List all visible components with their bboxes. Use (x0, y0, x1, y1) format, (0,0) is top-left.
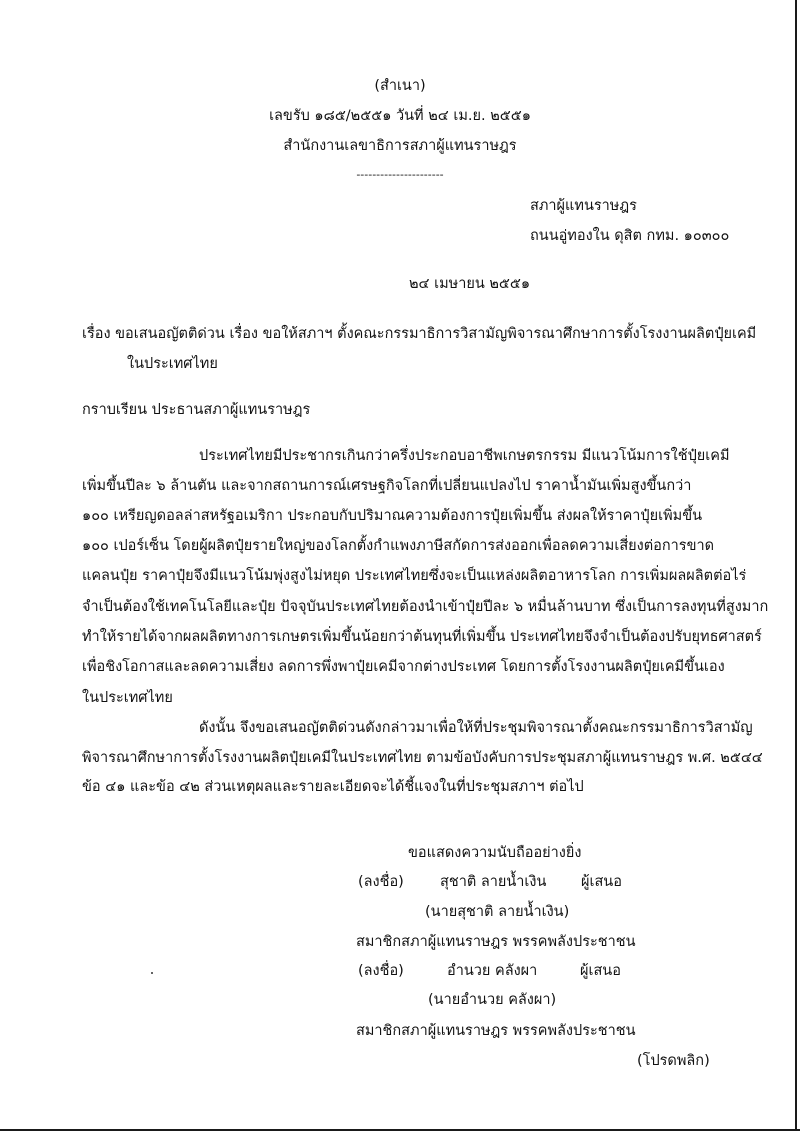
header-divider: ---------------------- (356, 168, 444, 181)
closing: ขอแสดงความนับถืออย่างยิ่ง (408, 845, 582, 861)
sign-label: (ลงชื่อ) (358, 874, 404, 890)
signer-name: อำนวย คลังผา (447, 963, 538, 979)
stray-mark (151, 972, 153, 974)
copy-mark: (สำเนา) (374, 78, 426, 94)
address-line-1: สภาผู้แทนราษฎร (530, 198, 637, 214)
subject-line-2: ในประเทศไทย (127, 356, 218, 372)
receipt-line: เลขรับ ๑๘๕/๒๕๕๑ วันที่ ๒๔ เม.ย. ๒๕๕๑ (269, 108, 531, 124)
signer-position: สมาชิกสภาผู้แทนราษฎร พรรคพลังประชาชน (356, 934, 636, 950)
salutation: กราบเรียน ประธานสภาผู้แทนราษฎร (82, 402, 311, 418)
paragraph-line: ๑๐๐ เปอร์เซ็น โดยผู้ผลิตปุ๋ยรายใหญ่ของโลกตั้งกำแพงภาษีสกัดการส่งออกเพื่อลดความเสี่ยงต่อการขาด (82, 538, 715, 554)
paragraph-line: จำเป็นต้องใช้เทคโนโลยีและปุ๋ย ปัจจุบันประเทศไทยต้องนำเข้าปุ๋ยปีละ ๖ หมื่นล้านบาท ซึ่งเป็นการลงทุนที่สูงมาก (82, 599, 769, 615)
sign-label: (ลงชื่อ) (358, 963, 404, 979)
paragraph-line: แคลนปุ๋ย ราคาปุ๋ยจึงมีแนวโน้มพุ่งสูงไม่หยุด ประเทศไทยซึ่งจะเป็นแหล่งผลิตอาหารโลก การเพิ่มผลผลิตต่อไร่ (82, 568, 747, 584)
turn-page-note: (โปรดพลิก) (637, 1053, 710, 1069)
signer-full-name: (นายอำนวย คลังผา) (428, 992, 557, 1008)
subject-line-1: เรื่อง ขอเสนอญัตติด่วน เรื่อง ขอให้สภาฯ ตั้งคณะกรรมาธิการวิสามัญพิจารณาศึกษาการตั้งโรงงานผลิตปุ๋ยเคมี (82, 326, 757, 342)
paragraph-line: ทำให้รายได้จากผลผลิตทางการเกษตรเพิ่มขึ้นน้อยกว่าต้นทุนที่เพิ่มขึ้น ประเทศไทยจึงจำเป็นต้องปรับยุทธศาสตร์ (82, 629, 762, 645)
paragraph-line: เพิ่มขึ้นปีละ ๖ ล้านตัน และจากสถานการณ์เศรษฐกิจโลกที่เปลี่ยนแปลงไป ราคาน้ำมันเพิ่มสูงขึ้นกว่า (82, 478, 692, 494)
paragraph-line: ในประเทศไทย (82, 690, 173, 706)
signer-name: สุชาติ ลายน้ำเงิน (440, 874, 547, 890)
paragraph-line: เพื่อชิงโอกาสและลดความเสี่ยง ลดการพึ่งพาปุ๋ยเคมีจากต่างประเทศ โดยการตั้งโรงงานผลิตปุ๋ยเคมีขึ้นเอง (82, 659, 725, 675)
paragraph-line: ข้อ ๔๑ และข้อ ๔๒ ส่วนเหตุผลและรายละเอียดจะได้ชี้แจงในที่ประชุมสภาฯ ต่อไป (82, 779, 584, 795)
paragraph-line: ประเทศไทยมีประชากรเกินกว่าครึ่งประกอบอาชีพเกษตรกรรม มีแนวโน้มการใช้ปุ๋ยเคมี (199, 448, 730, 464)
paragraph-line: พิจารณาศึกษาการตั้งโรงงานผลิตปุ๋ยเคมีในประเทศไทย ตามข้อบังคับการประชุมสภาผู้แทนราษฎร พ.ศ. ๒๕๔๔ (82, 750, 763, 766)
letter-date: ๒๔ เมษายน ๒๕๕๑ (409, 276, 531, 292)
signer-role: ผู้เสนอ (580, 963, 621, 979)
signer-full-name: (นายสุชาติ ลายน้ำเงิน) (425, 904, 570, 920)
paragraph-line: ดังนั้น จึงขอเสนอญัตติด่วนดังกล่าวมาเพื่อให้ที่ประชุมพิจารณาตั้งคณะกรรมาธิการวิสามัญ (199, 720, 753, 736)
signer-position: สมาชิกสภาผู้แทนราษฎร พรรคพลังประชาชน (356, 1023, 636, 1039)
paragraph-line: ๑๐๐ เหรียญดอลล่าสหรัฐอเมริกา ประกอบกับปริมาณความต้องการปุ๋ยเพิ่มขึ้น ส่งผลให้ราคาปุ๋ยเพิ่มขึ้น (82, 508, 703, 524)
scan-edge-right (795, 0, 797, 1131)
address-line-2: ถนนอู่ทองใน ดุสิต กทม. ๑๐๓๐๐ (530, 228, 730, 244)
office-name: สำนักงานเลขาธิการสภาผู้แทนราษฎร (283, 138, 517, 154)
signer-role: ผู้เสนอ (581, 874, 622, 890)
